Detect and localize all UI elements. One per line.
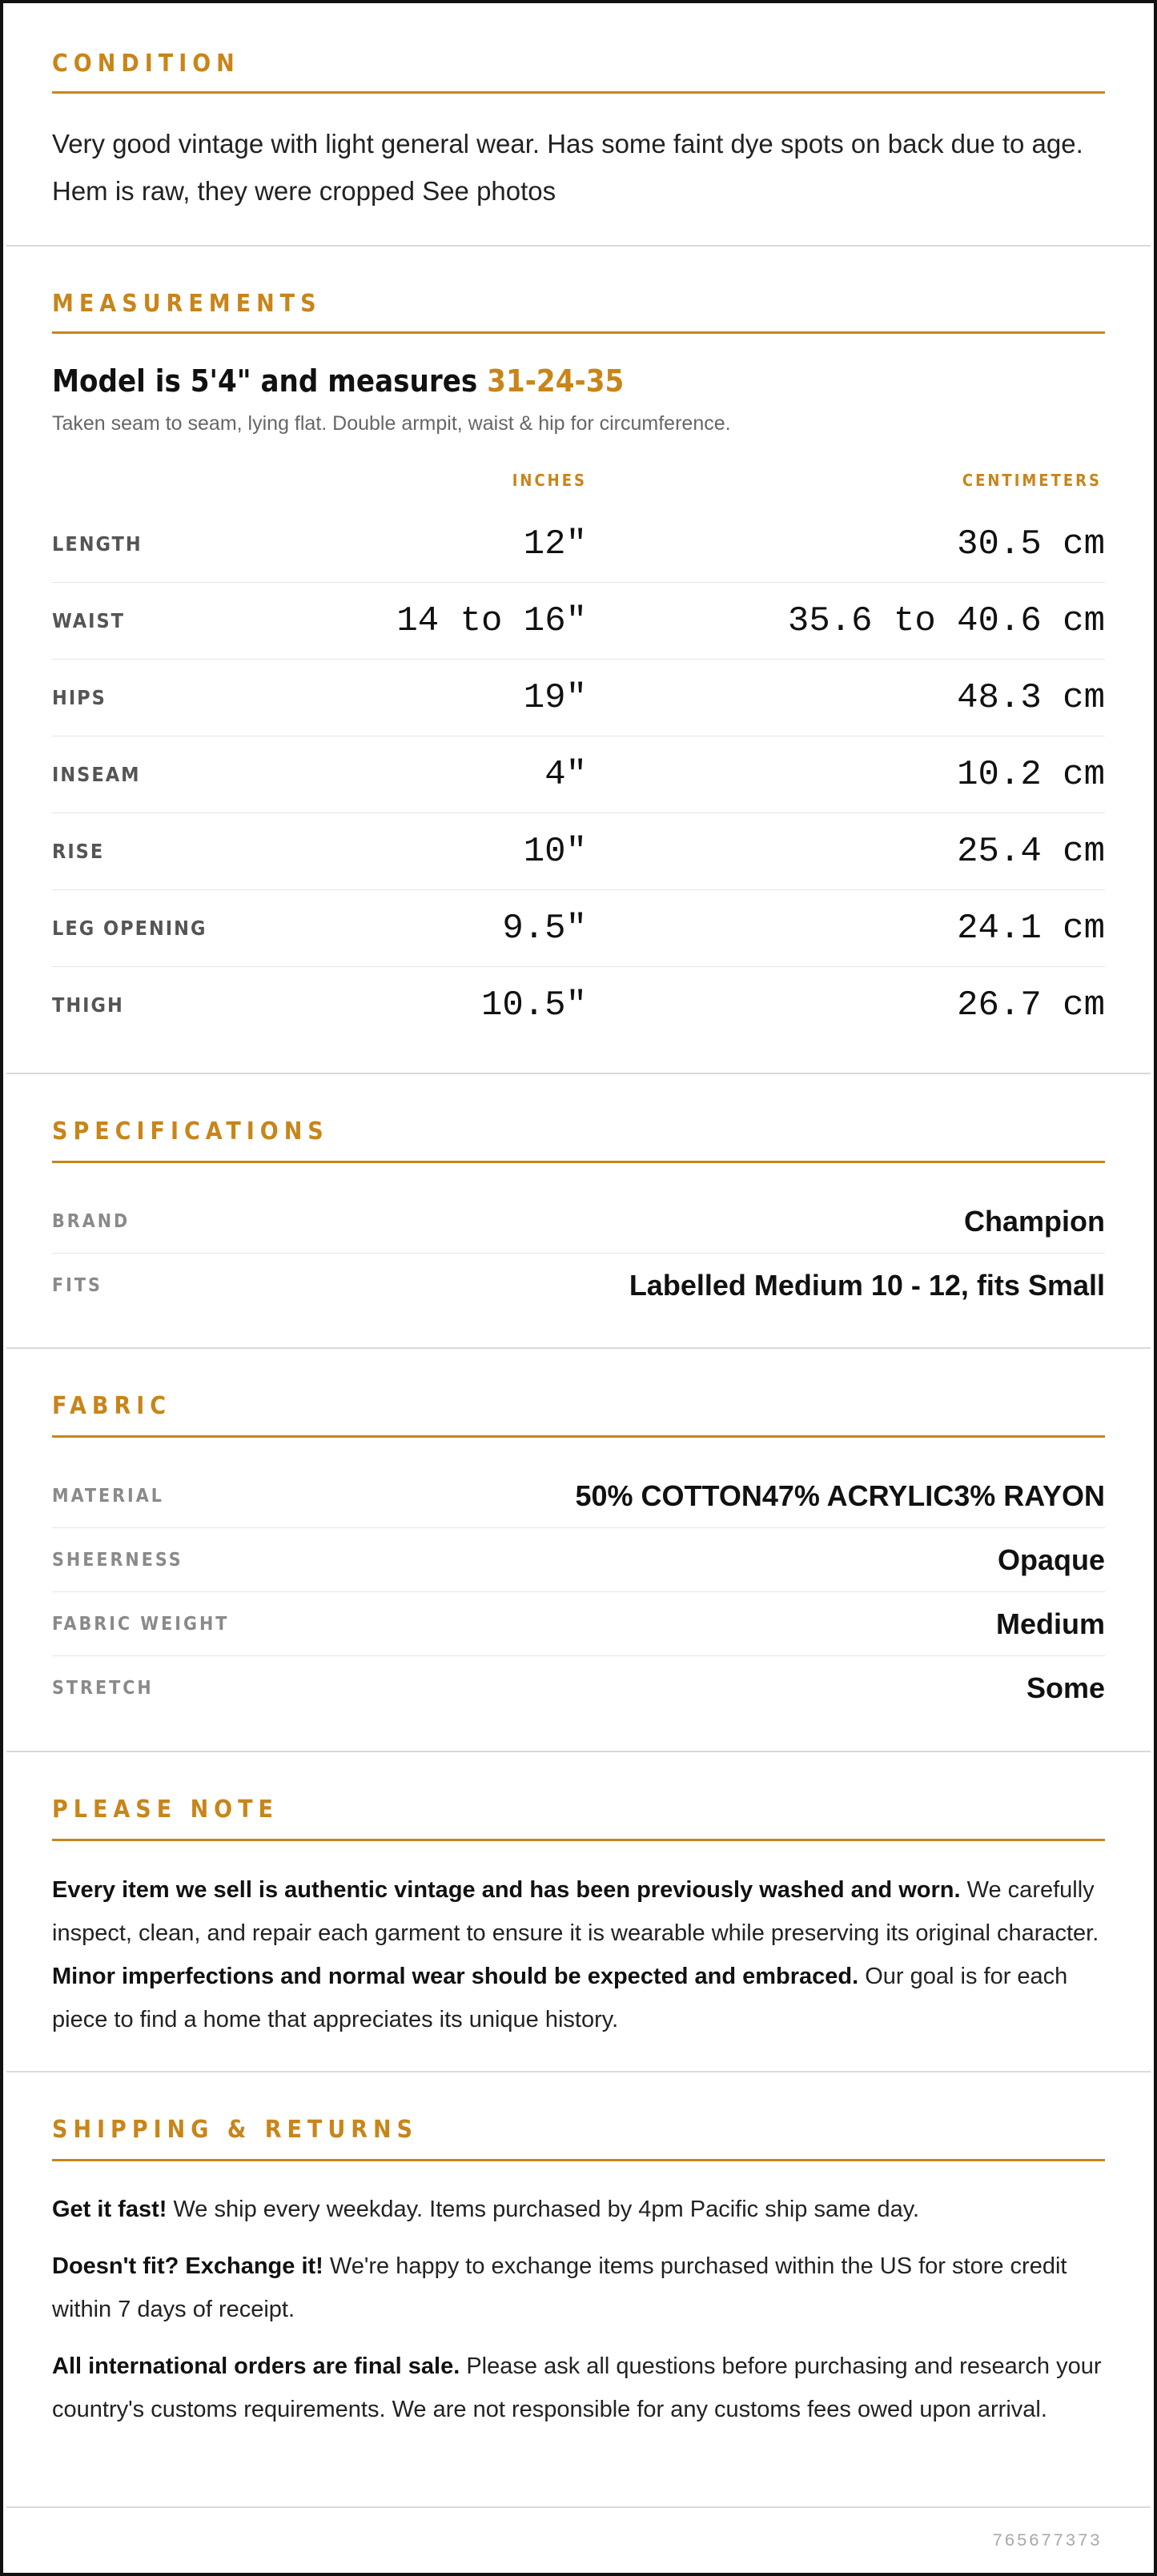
product-sku: 765677373	[992, 2531, 1102, 2551]
spec-row-brand	[52, 1190, 1105, 1254]
measurement-inches: 12"	[523, 524, 587, 564]
measurement-label: INSEAM	[52, 763, 141, 786]
shipping-paragraph-exchange	[52, 2245, 1105, 2331]
measurement-inches: 4"	[544, 755, 587, 795]
note-bold-authentic: Every item we sell is authentic vintage and has been previously washed and worn.	[52, 1877, 961, 1903]
section-divider	[6, 2071, 1151, 2072]
measurement-label: LEG OPENING	[52, 917, 207, 940]
shipping-paragraph-international	[52, 2345, 1105, 2431]
shipping-exchange-bold: Doesn't fit? Exchange it!	[52, 2253, 323, 2279]
measurement-row	[52, 660, 1105, 736]
column-header-inches: INCHES	[512, 471, 587, 490]
fabric-heading: FABRIC	[52, 1392, 172, 1420]
shipping-exchange-text: We're happy to exchange items purchased within the US for store credit within 7 days of receipt.	[52, 2253, 1067, 2322]
model-measurements-title	[52, 363, 624, 399]
model-prefix: Model is 5'4" and measures	[52, 363, 488, 399]
note-bold-imperfections: Minor imperfections and normal wear should be expected and embraced.	[52, 1964, 859, 1989]
fabric-row-material	[52, 1464, 1105, 1528]
measurement-label: THIGH	[52, 993, 124, 1017]
measurement-row	[52, 736, 1105, 813]
measurement-cm: 30.5 cm	[957, 524, 1105, 564]
measurement-inches: 10.5"	[480, 985, 587, 1025]
measurement-inches: 19"	[523, 678, 587, 718]
please-note-heading: PLEASE NOTE	[52, 1796, 279, 1824]
measurement-row	[52, 890, 1105, 967]
fabric-row-weight	[52, 1592, 1105, 1656]
shipping-international-bold: All international orders are final sale.	[52, 2353, 460, 2379]
condition-rule	[52, 91, 1105, 94]
measurement-row	[52, 967, 1105, 1044]
spec-label: BRAND	[52, 1211, 131, 1232]
fabric-label: STRETCH	[52, 1678, 154, 1699]
please-note-text	[52, 1868, 1105, 2041]
condition-text: Very good vintage with light general wear. Has some faint dye spots on back due to age. Hem is raw, they were cropped See photos	[52, 129, 1083, 206]
section-divider	[6, 2506, 1151, 2508]
shipping-paragraph-fast	[52, 2188, 1105, 2231]
measurement-cm: 25.4 cm	[957, 832, 1105, 872]
fabric-row-stretch	[52, 1656, 1105, 1720]
measurement-label: RISE	[52, 840, 105, 863]
measurement-row	[52, 506, 1105, 583]
fabric-rule	[52, 1435, 1105, 1438]
condition-heading: CONDITION	[52, 50, 240, 78]
spec-label: FITS	[52, 1275, 102, 1296]
note-text-inspect: We carefully inspect, clean, and repair each garment to ensure it is wearable while preserving its original character.	[52, 1877, 1099, 1946]
specifications-heading: SPECIFICATIONS	[52, 1117, 329, 1146]
measurement-row	[52, 813, 1105, 890]
shipping-rule	[52, 2159, 1105, 2161]
specifications-rule	[52, 1161, 1105, 1163]
measurements-subtitle: Taken seam to seam, lying flat. Double armpit, waist & hip for circumference.	[52, 412, 731, 435]
section-divider	[6, 1347, 1151, 1349]
fabric-label: FABRIC WEIGHT	[52, 1614, 230, 1635]
measurement-label: WAIST	[52, 609, 126, 632]
shipping-heading: SHIPPING & RETURNS	[52, 2116, 419, 2144]
measurement-cm: 10.2 cm	[957, 755, 1105, 795]
measurement-inches: 10"	[523, 832, 587, 872]
measurement-inches: 9.5"	[502, 909, 587, 949]
fabric-row-sheerness	[52, 1528, 1105, 1592]
fabric-value: Medium	[995, 1607, 1105, 1640]
column-header-centimeters: CENTIMETERS	[962, 471, 1102, 490]
please-note-rule	[52, 1839, 1105, 1841]
measurement-cm: 24.1 cm	[957, 909, 1105, 949]
measurement-cm: 26.7 cm	[957, 985, 1105, 1025]
fabric-value: Opaque	[997, 1543, 1105, 1576]
measurement-inches: 14 to 16"	[396, 601, 587, 641]
measurement-cm: 48.3 cm	[957, 678, 1105, 718]
spec-value: Champion	[964, 1205, 1105, 1238]
spec-row-fits	[52, 1254, 1105, 1318]
measurements-heading: MEASUREMENTS	[52, 290, 322, 318]
measurement-label: LENGTH	[52, 532, 143, 556]
fabric-label: MATERIAL	[52, 1486, 164, 1507]
fabric-label: SHEERNESS	[52, 1550, 183, 1571]
measurements-rule	[52, 331, 1105, 334]
section-divider	[6, 1073, 1151, 1074]
measurement-row	[52, 583, 1105, 660]
model-measures: 31-24-35	[487, 363, 625, 399]
shipping-fast-bold: Get it fast!	[52, 2197, 167, 2222]
fabric-value: Some	[1026, 1671, 1105, 1704]
shipping-international-text: Please ask all questions before purchasing and research your country's customs requirements. We are not responsible for any customs fees owed upon arrival.	[52, 2353, 1102, 2422]
section-divider	[6, 245, 1151, 247]
shipping-fast-text: We ship every weekday. Items purchased by 4pm Pacific ship same day.	[167, 2197, 920, 2222]
fabric-value: 50% COTTON47% ACRYLIC3% RAYON	[575, 1479, 1105, 1512]
note-text-goal: Our goal is for each piece to find a home that appreciates its unique history.	[52, 1964, 1068, 2032]
spec-value: Labelled Medium 10 - 12, fits Small	[629, 1269, 1105, 1302]
measurement-cm: 35.6 to 40.6 cm	[787, 601, 1105, 641]
measurement-label: HIPS	[52, 686, 106, 709]
section-divider	[6, 1751, 1151, 1752]
